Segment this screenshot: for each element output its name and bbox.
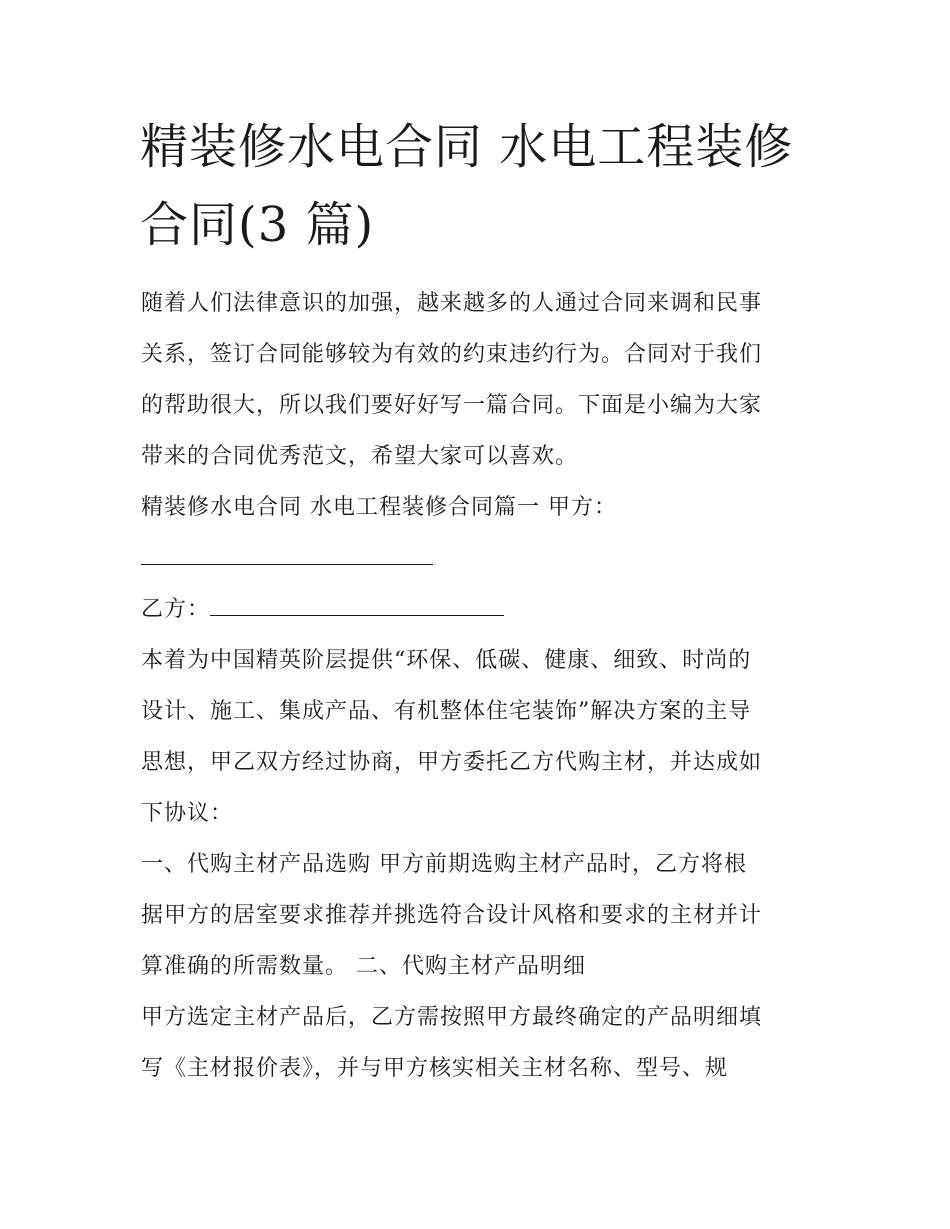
body-line: 关系，签订合同能够较为有效的约束违约行为。合同对于我们: [141, 342, 763, 367]
body-line: 随着人们法律意识的加强，越来越多的人通过合同来调和民事: [141, 291, 763, 316]
body-line: 思想，甲乙双方经过协商，甲方委托乙方代购主材，并达成如: [141, 750, 763, 775]
document-title: [140, 108, 820, 264]
body-line: 精装修水电合同 水电工程装修合同篇一 甲方：: [141, 495, 617, 520]
party-b-line: [141, 584, 831, 635]
body-line: 的帮助很大，所以我们要好好写一篇合同。下面是小编为大家: [141, 393, 763, 418]
party-a-signature-blank: [141, 534, 433, 565]
party-a-blank-line: [141, 533, 831, 584]
title-line-2: 合同(3 篇): [140, 197, 375, 253]
party-b-label: 乙方：: [141, 597, 211, 622]
body-line: 据甲方的居室要求推荐并挑选符合设计风格和要求的主材并计: [141, 903, 763, 928]
body-line: 一、代购主材产品选购 甲方前期选购主材产品时，乙方将根: [141, 852, 747, 877]
body-line: 甲方选定主材产品后，乙方需按照甲方最终确定的产品明细填: [141, 1005, 763, 1030]
body-line: 本着为中国精英阶层提供“环保、低碳、健康、细致、时尚的: [141, 648, 752, 673]
body-line: 写《主材报价表》，并与甲方核实相关主材名称、型号、规: [141, 1056, 729, 1081]
party-b-signature-blank: [210, 585, 504, 616]
title-line-1: 精装修水电合同 水电工程装修: [140, 119, 794, 175]
body-line: 带来的合同优秀范文，希望大家可以喜欢。: [141, 444, 579, 469]
document-body: [141, 278, 831, 1094]
body-line: 算准确的所需数量。 二、代购主材产品明细: [141, 954, 586, 979]
body-line: 设计、施工、集成产品、有机整体住宅装饰”解决方案的主导: [141, 699, 752, 724]
body-line: 下协议：: [141, 801, 234, 826]
